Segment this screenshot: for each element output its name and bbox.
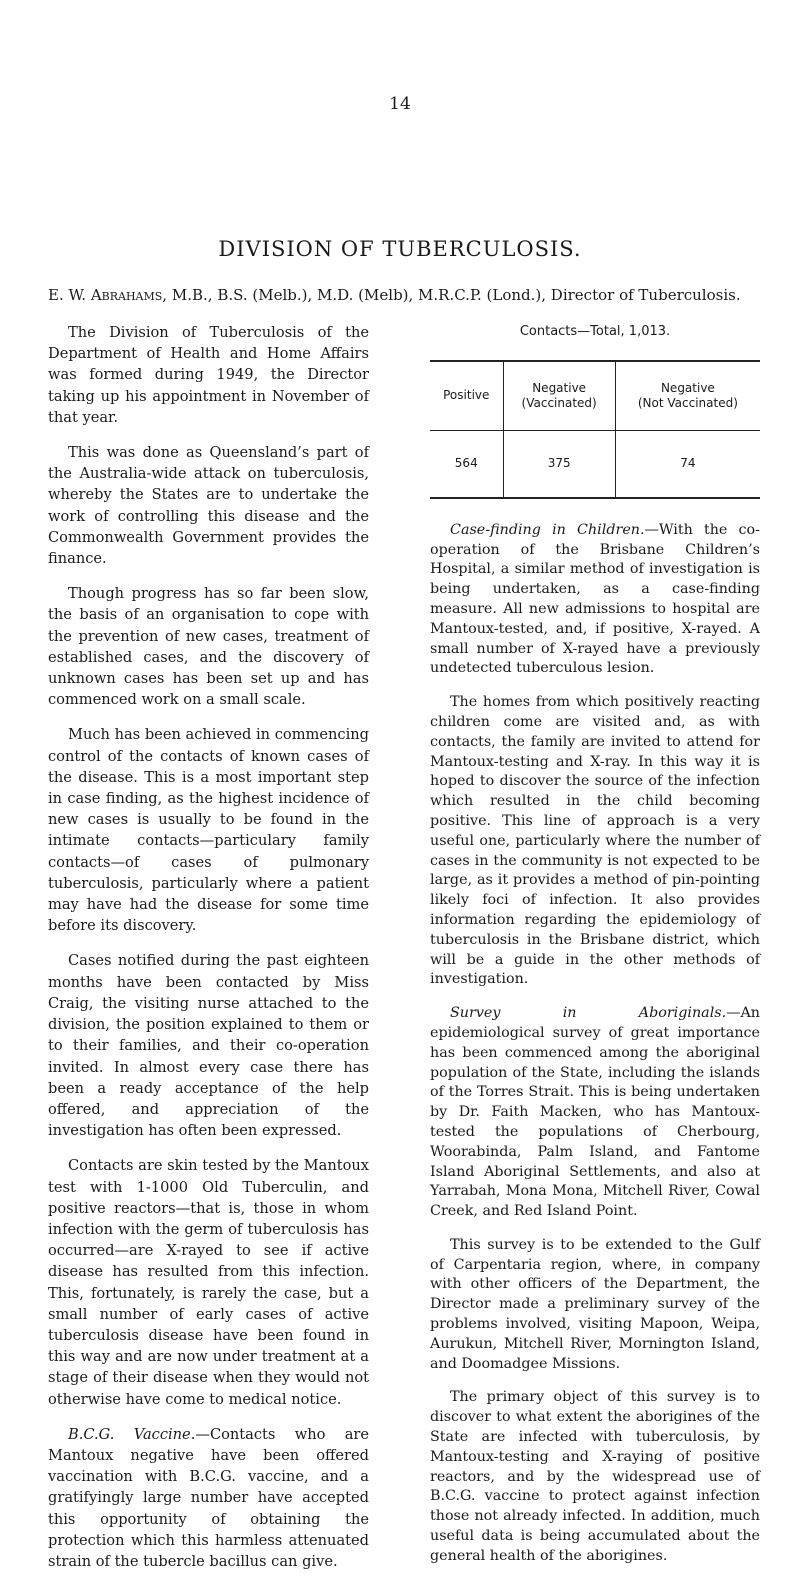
table-caption: Contacts—Total, 1,013.	[519, 324, 671, 339]
paragraph-body: —With the co-operation of the Brisbane Children’s Hospital, a similar method of investigation is being undertaken, as a case-finding measure. All new admissions to hospital are Mantoux-tested, and, if positive, X-rayed. A small number of X-rayed have a previously undetected tuberculous lesion.	[430, 521, 760, 677]
paragraph-bcg-vaccine	[48, 1424, 369, 1572]
cell-positive: 564	[430, 430, 503, 498]
director-line	[48, 286, 788, 304]
paragraph-body: —An epidemiological survey of great importance has been commenced among the aboriginal population of the State, including the islands of the Torres Strait. This is being undertaken by Dr. Faith Macken, who has Mantoux-tested the populations of Cherbourg, Woorabinda, Palm Island, and Fantome Island Aboriginal Settlements, and also at Yarrabah, Mona Mona, Mitchell River, Cowal Creek, and Red Island Point.	[430, 1005, 760, 1220]
section-heading: B.C.G. Vaccine.	[68, 1425, 196, 1443]
cell-negative-not-vaccinated: 74	[680, 455, 696, 470]
paragraph: Contacts are skin tested by the Mantoux test with 1-1000 Old Tuberculin, and positive reactors—that is, those in whom infection with the germ of tuberculosis has occurred—are X-rayed to see if active disease has resulted from this infection. This, fortunately, is rarely the case, but a small number of early cases of active tuberculosis disease have been found in this way and are now under treatment at a stage of their disease when they would not otherwise have come to medical notice.	[48, 1157, 369, 1408]
paragraph: This was done as Queensland’s part of the Australia-wide attack on tuberculosis, whereby the States are to undertake the work of controlling this disease and the Commonwealth Government provides the finance.	[48, 444, 369, 568]
section-heading: Survey in Aboriginals.	[450, 1005, 727, 1022]
contacts-table	[430, 360, 760, 499]
paragraph-survey-aboriginals	[430, 1004, 760, 1222]
paragraph-body: —Contacts who are Mantoux negative have been offered vaccination with B.C.G. vaccine, and a gratifyingly large number have accepted this opportunity of obtaining the protection which this harmless attenuated strain of the tubercle bacillus can give.	[48, 1425, 370, 1570]
left-column	[48, 322, 369, 1586]
paragraph: Though progress has so far been slow, the basis of an organisation to cope with the prevention of new cases, treatment of established cases, and the discovery of unknown cases has been set up and has commenced work on a small scale.	[48, 585, 369, 709]
paragraph: Much has been achieved in commencing control of the contacts of known cases of the disease. This is a most important step in case finding, as the highest incidence of new cases is usually to be found in the intimate contacts—particulary family contacts—of cases of pulmonary tuberculosis, particularly where a patient may have had the disease for some time before its discovery.	[48, 726, 369, 935]
page-number: 14	[389, 94, 411, 114]
division-title: DIVISION OF TUBERCULOSIS.	[218, 237, 582, 261]
header-negative-not-vaccinated: Negative (Not Vaccinated)	[637, 380, 738, 410]
paragraph: Cases notified during the past eighteen months have been contacted by Miss Craig, the visiting nurse attached to the division, the position explained to them or to their families, and their co-operation invited. In almost every case there has been a ready acceptance of the help offered, and appreciation of the investigation has often been expressed.	[48, 952, 369, 1140]
director-name: E. W. Abrahams,	[48, 286, 168, 304]
director-credentials: M.B., B.S. (Melb.), M.D. (Melb), M.R.C.P. (Lond.), Director of Tuberculosis.	[171, 286, 741, 304]
table-row	[430, 430, 760, 498]
cell-negative-vaccinated: 375	[503, 430, 615, 498]
header-positive: Positive	[430, 361, 503, 431]
paragraph: The Division of Tuberculosis of the Department of Health and Home Affairs was formed during 1949, the Director taking up his appointment in November of that year.	[48, 324, 369, 426]
paragraph: This survey is to be extended to the Gulf of Carpentaria region, where, in company with other officers of the Department, the Director made a preliminary survey of the problems involved, visiting Mapoon, Weipa, Aurukun, Mitchell River, Mornington Island, and Doomadgee Missions.	[430, 1236, 760, 1372]
paragraph: The homes from which positively reacting children come are visited and, as with contacts, the family are invited to attend for Mantoux-testing and X-ray. In this way it is hoped to discover the source of the infection which resulted in the child becoming positive. This line of approach is a very useful one, particularly where the number of cases in the community is not expected to be large, as it provides a method of pin-pointing likely foci of infection. It also provides information regarding the epidemiology of tuberculosis in the Brisbane district, which will be a guide in the other methods of investigation.	[430, 694, 760, 988]
paragraph-case-finding	[430, 521, 760, 679]
paragraph: The primary object of this survey is to discover to what extent the aborigines of the State are infected with tuberculosis, by Mantoux-testing and X-raying of positive reactors, and by the widespread use of B.C.G. vaccine to protect against infection those not already infected. In addition, much useful data is being accumulated about the general health of the aborigines.	[430, 1389, 760, 1564]
header-negative-vaccinated: Negative (Vaccinated)	[503, 361, 615, 431]
section-heading: Case-finding in Children.	[450, 521, 645, 538]
right-column	[430, 322, 760, 1581]
table-header-row	[430, 361, 760, 431]
